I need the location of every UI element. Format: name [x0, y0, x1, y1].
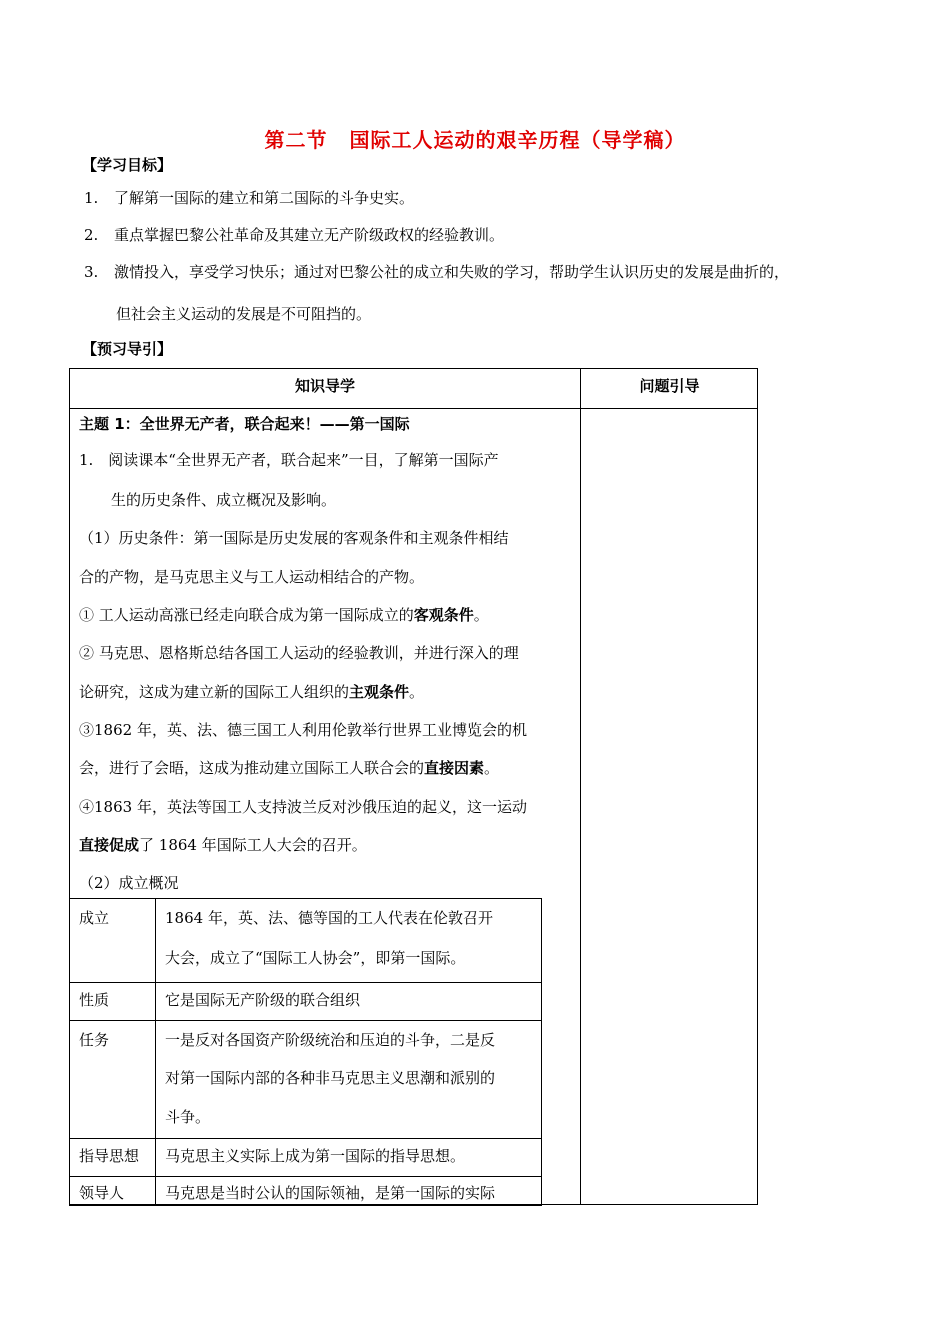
- objective-item-continuation: 但社会主义运动的发展是不可阻挡的。: [116, 305, 372, 323]
- text-line: 生的历史条件、成立概况及影响。: [111, 491, 337, 509]
- objective-item: 3. 激情投入，享受学习快乐；通过对巴黎公社的成立和失败的学习，帮助学生认识历史的发展是曲折的，: [84, 263, 790, 281]
- preview-heading: 【预习导引】: [82, 340, 173, 358]
- text-line: ① 工人运动高涨已经走向联合成为第一国际成立的客观条件。: [79, 606, 489, 624]
- title-section: 第二节: [264, 128, 328, 152]
- text-line: ② 马克思、恩格斯总结各国工人运动的经验教训，并进行深入的理: [79, 644, 519, 662]
- table-row: 领导人 马克思是当时公认的国际领袖，是第一国际的实际: [70, 1176, 541, 1206]
- objectives-heading: 【学习目标】: [82, 156, 173, 174]
- overview-table: [69, 898, 542, 1206]
- title-text: 国际工人运动的艰辛历程（导学稿）: [349, 128, 686, 152]
- table-row: 成立 1864 年，英、法、德等国的工人代表在伦敦召开 大会，成立了“国际工人协会”，即第一国际。: [70, 898, 541, 982]
- table-header: [70, 369, 757, 409]
- text-line: ④1863 年，英法等国工人支持波兰反对沙俄压迫的起义，这一运动: [79, 798, 527, 816]
- topic-heading: 主题 1：全世界无产者，联合起来！——第一国际: [79, 415, 410, 433]
- objective-item: 2. 重点掌握巴黎公社革命及其建立无产阶级政权的经验教训。: [84, 226, 505, 244]
- table-row: 指导思想 马克思主义实际上成为第一国际的指导思想。: [70, 1138, 541, 1176]
- text-line: 会，进行了会晤，这成为推动建立国际工人联合会的直接因素。: [79, 759, 500, 777]
- text-line: 合的产物，是马克思主义与工人运动相结合的产物。: [79, 568, 425, 586]
- page-title: [0, 124, 950, 153]
- text-line: ③1862 年，英、法、德三国工人利用伦敦举行世界工业博览会的机: [79, 721, 527, 739]
- column-header-knowledge: 知识导学: [294, 377, 355, 395]
- text-line: 1. 阅读课本“全世界无产者，联合起来”一目，了解第一国际产: [79, 451, 499, 469]
- table-row: 性质 它是国际无产阶级的联合组织: [70, 982, 541, 1020]
- text-line: 论研究，这成为建立新的国际工人组织的主观条件。: [79, 683, 425, 701]
- column-header-questions: 问题引导: [639, 377, 700, 395]
- table-row: 任务 一是反对各国资产阶级统治和压迫的斗争，二是反 对第一国际内部的各种非马克思主义思潮和派别的 斗争。: [70, 1020, 541, 1138]
- text-line: （2）成立概况: [79, 874, 179, 892]
- text-line: （1）历史条件：第一国际是历史发展的客观条件和主观条件相结: [79, 529, 509, 547]
- text-line: 直接促成了 1864 年国际工人大会的召开。: [79, 836, 367, 854]
- objective-item: 1. 了解第一国际的建立和第二国际的斗争史实。: [84, 189, 415, 207]
